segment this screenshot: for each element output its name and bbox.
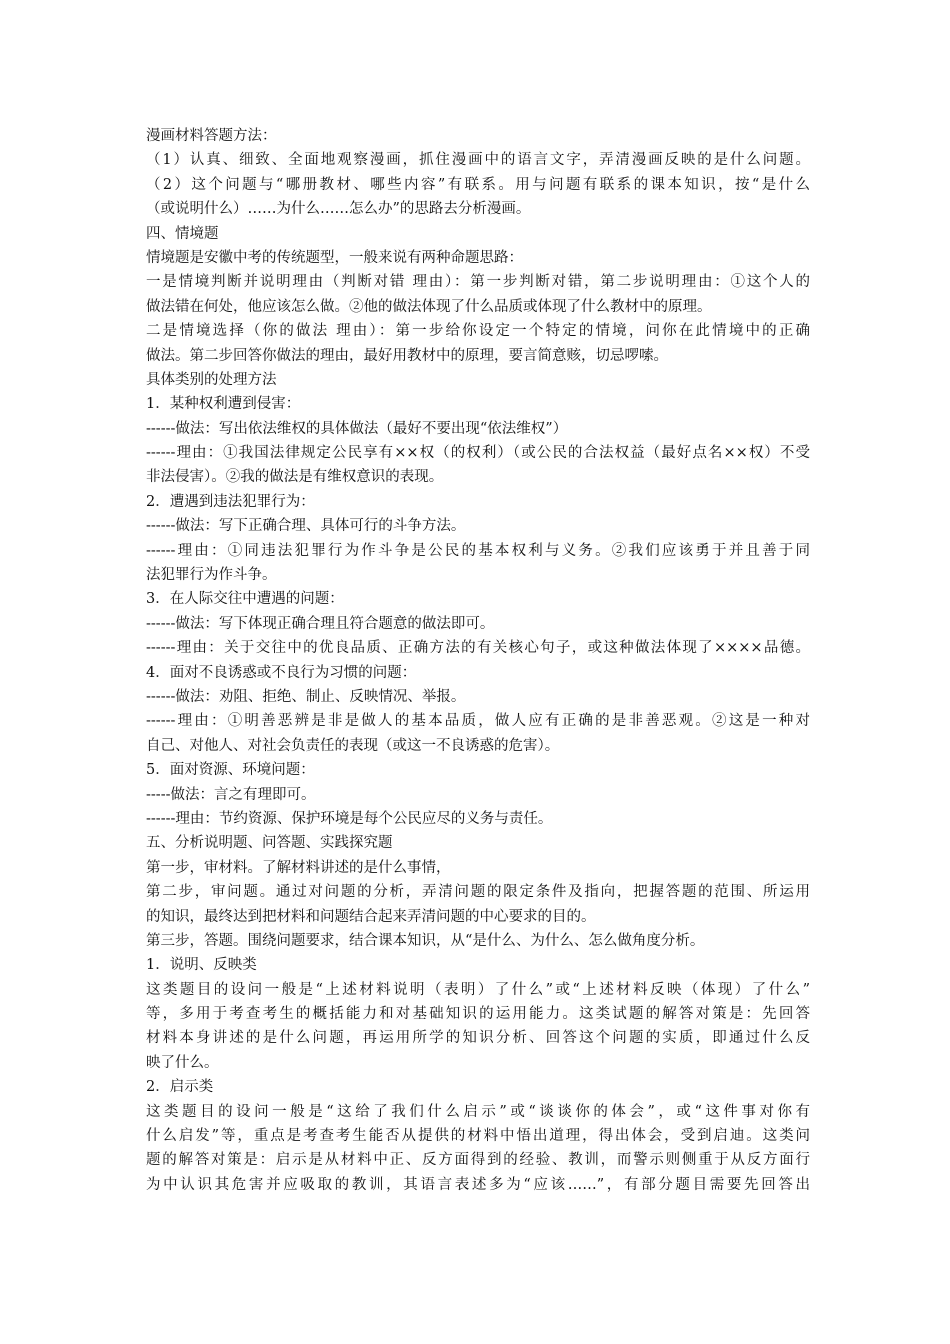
text-line: 为中认识其危害并应吸取的教训，其语言表述多为“应该……”，有部分题目需要先回答出 <box>146 1176 810 1193</box>
text-line: 五、分析说明题、问答题、实践探究题 <box>146 835 393 852</box>
text-line: （2）这个问题与“哪册教材、哪些内容”有联系。用与问题有联系的课本知识，按“是什么 <box>146 176 810 193</box>
text-line: ------理由：关于交往中的优良品质、正确方法的有关核心句子，或这种做法体现了××××品德。 <box>146 640 810 657</box>
text-line: ------理由：节约资源、保护环境是每个公民应尽的义务与责任。 <box>146 810 553 827</box>
text-line: 材料本身讲述的是什么问题，再运用所学的知识分析、回答这个问题的实质，即通过什么反 <box>146 1030 810 1047</box>
text-line: 2．启示类 <box>146 1079 214 1096</box>
text-line: 等，多用于考查考生的概括能力和对基础知识的运用能力。这类试题的解答对策是：先回答 <box>146 1006 810 1023</box>
text-line: 4．面对不良诱惑或不良行为习惯的问题： <box>146 664 417 681</box>
text-line: 第三步，答题。围绕问题要求，结合课本知识，从“是什么、为什么、怎么做角度分析。 <box>146 932 705 949</box>
document-body <box>146 124 810 1197</box>
text-line: 情境题是安徽中考的传统题型，一般来说有两种命题思路： <box>146 249 523 266</box>
text-line: 做法。第二步回答你做法的理由，最好用教材中的原理，要言简意赅，切忌啰嗦。 <box>146 347 668 364</box>
text-line: 什么启发”等，重点是考查考生能否从提供的材料中悟出道理，得出体会，受到启迪。这类问 <box>146 1128 810 1145</box>
text-line: （1）认真、细致、全面地观察漫画，抓住漫画中的语言文字，弄清漫画反映的是什么问题。 <box>146 152 810 169</box>
text-line: ------做法：写下体现正确合理且符合题意的做法即可。 <box>146 615 495 632</box>
text-line: 题的解答对策是：启示是从材料中正、反方面得到的经验、教训，而警示则侧重于从反方面行 <box>146 1152 810 1169</box>
text-line: 第二步，审问题。通过对问题的分析，弄清问题的限定条件及指向，把握答题的范围、所运用 <box>146 884 810 901</box>
text-line: 法犯罪行为作斗争。 <box>146 567 277 584</box>
text-line: 漫画材料答题方法： <box>146 128 277 144</box>
text-line: 做法错在何处，他应该怎么做。②他的做法体现了什么品质或体现了什么教材中的原理。 <box>146 298 712 315</box>
text-line: 非法侵害）。②我的做法是有维权意识的表现。 <box>146 469 444 486</box>
text-line: 的知识，最终达到把材料和问题结合起来弄清问题的中心要求的目的。 <box>146 908 596 925</box>
text-line: 3．在人际交往中遭遇的问题： <box>146 591 344 608</box>
text-line: 四、情境题 <box>146 225 219 242</box>
text-line: ------做法：劝阻、拒绝、制止、反映情况、举报。 <box>146 688 466 705</box>
text-line: ------做法：写下正确合理、具体可行的斗争方法。 <box>146 518 466 535</box>
text-line: 映了什么。 <box>146 1054 219 1071</box>
text-line: 1．说明、反映类 <box>146 957 257 974</box>
text-line: ------理由：①同违法犯罪行为作斗争是公民的基本权利与义务。②我们应该勇于并且善于同 <box>146 542 810 559</box>
text-line: ------理由：①明善恶辨是非是做人的基本品质，做人应有正确的是非善恶观。②这是一种对 <box>146 713 810 730</box>
text-line: 2．遭遇到违法犯罪行为： <box>146 493 315 510</box>
text-line: 具体类别的处理方法 <box>146 371 277 388</box>
text-line: -----做法：言之有理即可。 <box>146 786 316 803</box>
text-line: 一是情境判断并说明理由（判断对错 理由）：第一步判断对错，第二步说明理由：①这个人的 <box>146 274 810 291</box>
text-line: ------做法：写出依法维权的具体做法（最好不要出现“依法维权”） <box>146 420 568 437</box>
text-line: 1．某种权利遭到侵害： <box>146 396 301 413</box>
text-line: 第一步，审材料。了解材料讲述的是什么事情， <box>146 859 451 876</box>
text-line: ------理由：①我国法律规定公民享有××权（的权利）（或公民的合法权益（最好点名××权）不受 <box>146 445 810 462</box>
text-line: 自己、对他人、对社会负责任的表现（或这一不良诱惑的危害）。 <box>146 737 560 754</box>
text-line: 二是情境选择（你的做法 理由）：第一步给你设定一个特定的情境，问你在此情境中的正确 <box>146 323 810 340</box>
text-line: （或说明什么）……为什么……怎么办”的思路去分析漫画。 <box>146 201 531 218</box>
text-line: 这类题目的设问一般是“上述材料说明（表明）了什么”或“上述材料反映（体现）了什么” <box>146 981 810 998</box>
text-line: 5．面对资源、环境问题： <box>146 762 315 779</box>
text-line: 这类题目的设问一般是“这给了我们什么启示”或“谈谈你的体会”，或“这件事对你有 <box>146 1103 810 1120</box>
